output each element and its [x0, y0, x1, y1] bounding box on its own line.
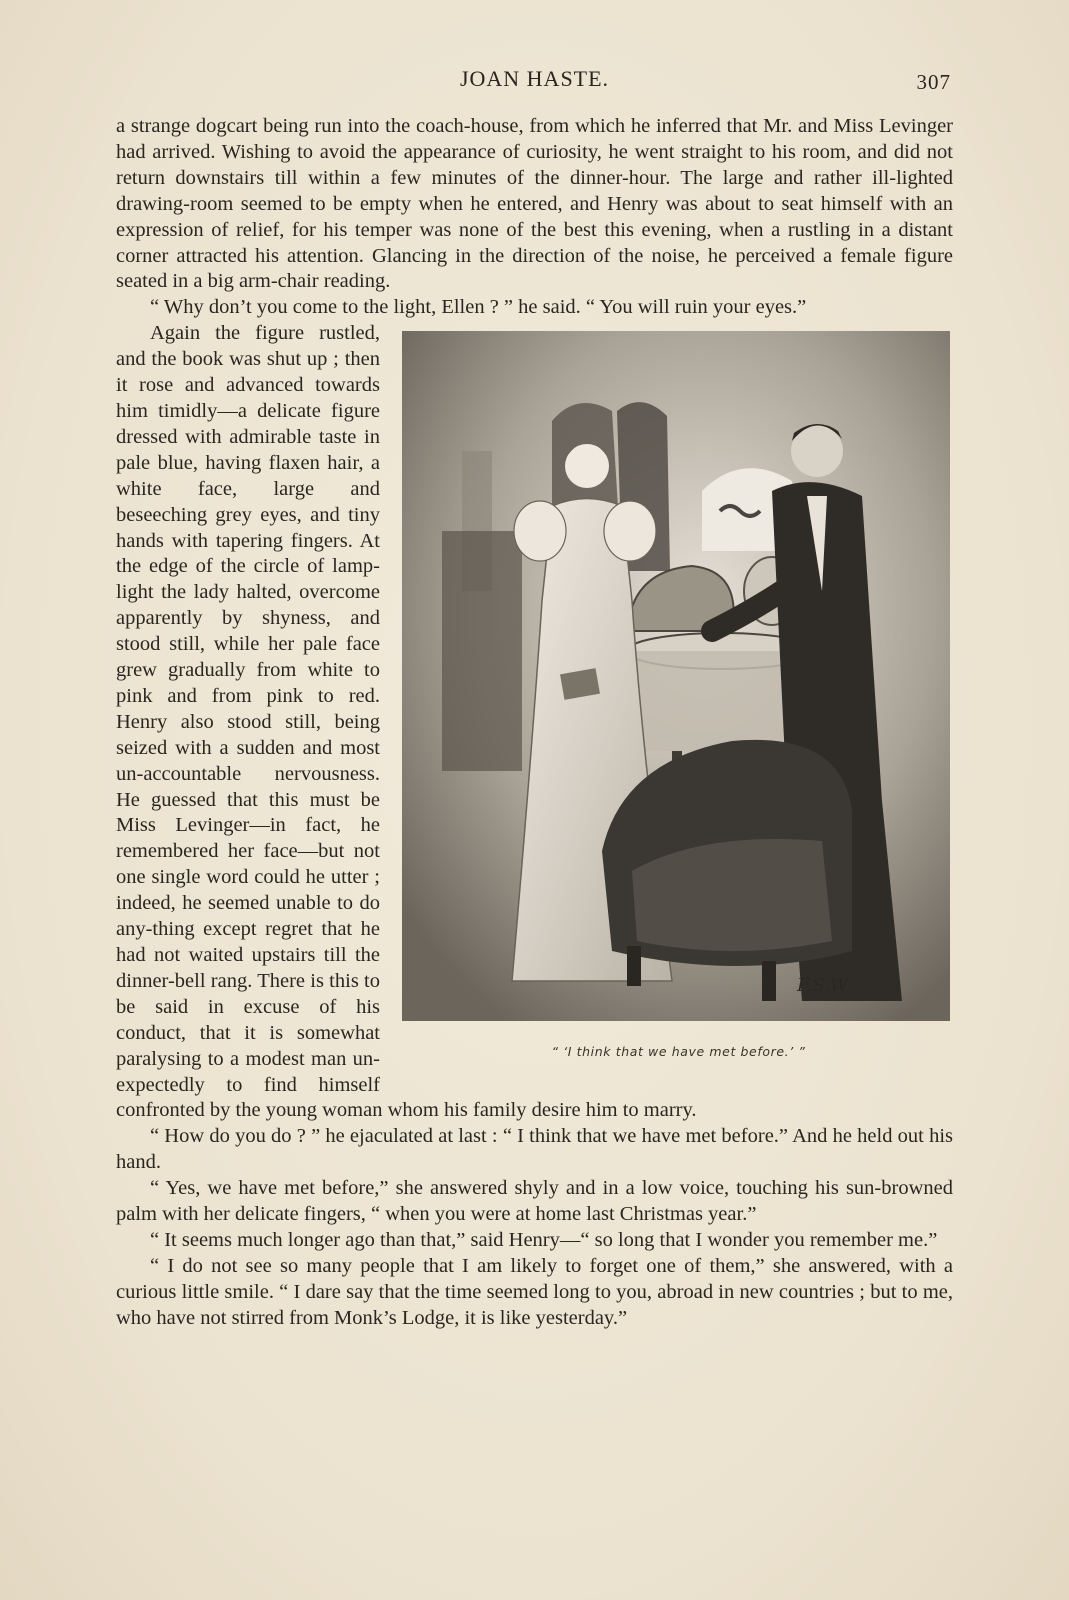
body-text	[116, 114, 953, 1332]
illustration-plate	[402, 331, 950, 1021]
illustration-figure	[396, 331, 961, 1076]
paragraph-7: “ I do not see so many people that I am likely to forget one of them,” she answered, with a curious little smile. “ I dare say that the time seemed long to you, abroad in new countries ; but to me, who have not stirred from Monk’s Lodge, it is like yesterday.”	[116, 1254, 953, 1329]
paragraph-5: “ Yes, we have met before,” she answered shyly and in a low voice, touching his sun-browned palm with her delicate fingers, “ when you were at home last Christmas year.”	[116, 1177, 953, 1226]
paragraph-1: a strange dogcart being run into the coach-house, from which he inferred that Mr. and Miss Levinger had arrived. Wishing to avoid the appearance of curiosity, he went straight to his room, and did not return downstairs till within a few minutes of the dinner-hour. The large and rather ill-lighted drawing-room seemed to be empty when he entered, and Henry was about to seat himself with an expression of relief, for his temper was none of the best this evening, when a rustling in a distant corner attracted his attention. Glancing in the direction of the noise, he perceived a female figure seated in a big arm-chair reading.	[116, 115, 953, 293]
paragraph-6: “ It seems much longer ago than that,” said Henry—“ so long that I wonder you remember me.”	[150, 1228, 938, 1251]
page-number: 307	[916, 70, 951, 94]
illustration-drawing	[402, 331, 950, 1021]
paragraph-3: Again the figure rustled, and the book was shut up ; then it rose and advanced towards him timidly—a delicate figure dressed with admirable taste in pale blue, having flaxen hair, a white face, large and beseeching grey eyes, and tiny hands with tapering fingers. At the edge of the circle of lamp-light the lady halted, overcome apparently by shyness, and stood still, while her pale face grew gradually from white to pink and from pink to red. Henry also stood still, being seized with a sudden and most un-accountable nervousness. He guessed that this must be Miss Levinger—in fact, he remembered her face—but not one single word could he utter ; indeed, he seemed unable to do any-thing except regret that he had not waited upstairs till the dinner-bell rang. There is this to be said in excuse of his conduct, that it is somewhat paralysing to a modest man un-expectedly to find himself confronted by the young woman whom his family desire him to marry.	[116, 322, 697, 1122]
running-head: JOAN HASTE.	[459, 66, 610, 91]
page-header	[0, 62, 1069, 92]
illustration-caption: “ ‘I think that we have met before.’ ”	[551, 1044, 806, 1060]
artist-signature: F.S.W.	[797, 975, 851, 997]
paragraph-4: “ How do you do ? ” he ejaculated at last : “ I think that we have met before.” And he held out his hand.	[116, 1125, 953, 1174]
paragraph-2: “ Why don’t you come to the light, Ellen ? ” he said. “ You will ruin your eyes.”	[150, 296, 807, 319]
